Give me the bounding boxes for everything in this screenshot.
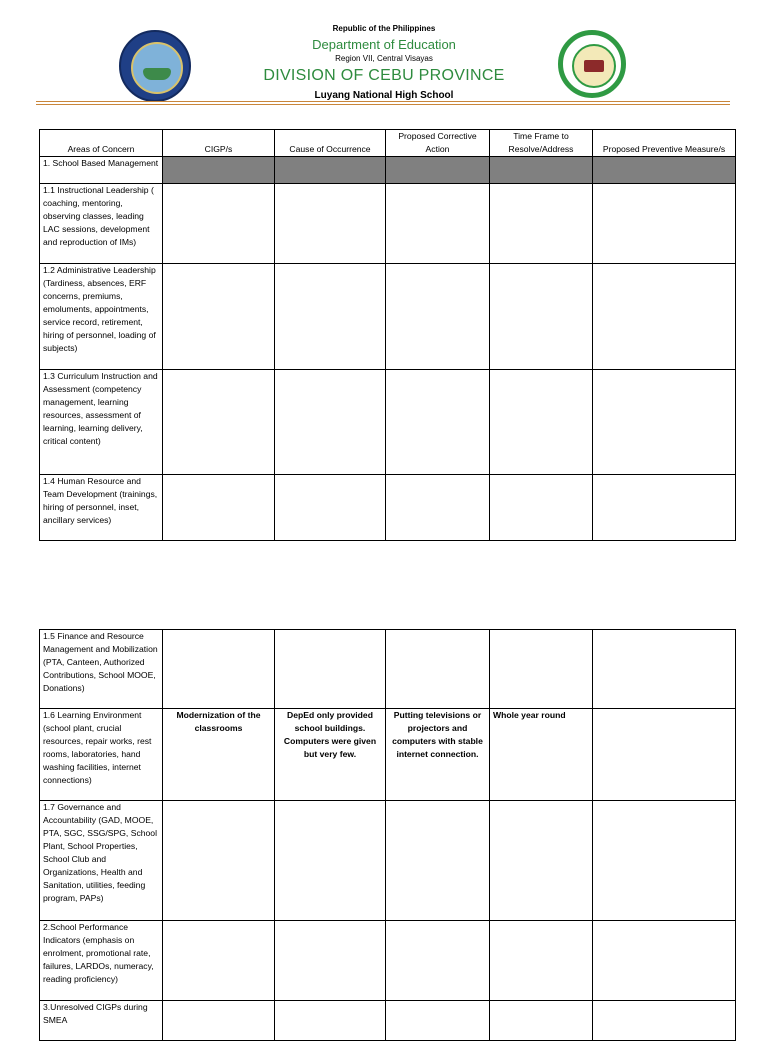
cigp-cell [163, 475, 275, 541]
measure-cell [593, 1001, 736, 1041]
cigp-cell [163, 370, 275, 475]
measure-cell [593, 709, 736, 801]
cause-cell [275, 184, 386, 264]
action-cell: Putting televisions or projectors and computers with stable internet connection. [386, 709, 490, 801]
col-header-timeframe: Time Frame to Resolve/Address [490, 130, 593, 157]
cigp-cell: Modernization of the classrooms [163, 709, 275, 801]
table-row [40, 264, 736, 370]
timeframe-cell [490, 475, 593, 541]
cigp-cell [163, 921, 275, 1001]
cause-cell [275, 1001, 386, 1041]
action-cell [386, 921, 490, 1001]
area-cell: 3.Unresolved CIGPs during SMEA [40, 1001, 163, 1041]
concerns-table-page2 [39, 629, 736, 1041]
area-cell: 1.3 Curriculum Instruction and Assessment (competency management, learning resources, assessment of learning, learning delivery, critical content) [40, 370, 163, 475]
action-cell [386, 157, 490, 184]
table-row [40, 184, 736, 264]
table-row [40, 370, 736, 475]
table-row [40, 1001, 736, 1041]
col-header-action: Proposed Corrective Action [386, 130, 490, 157]
area-cell: 1.4 Human Resource and Team Development (trainings, hiring of personnel, inset, ancillary services) [40, 475, 163, 541]
action-cell [386, 475, 490, 541]
area-cell: 1.1 Instructional Leadership ( coaching, mentoring, observing classes, leading LAC sessions, development and reproduction of IMs) [40, 184, 163, 264]
area-cell: 1.6 Learning Environment (school plant, crucial resources, repair works, rest rooms, laboratories, hand washing facilities, internet connections) [40, 709, 163, 801]
timeframe-cell [490, 184, 593, 264]
cigp-cell [163, 1001, 275, 1041]
measure-cell [593, 157, 736, 184]
timeframe-cell [490, 921, 593, 1001]
division-title: DIVISION OF CEBU PROVINCE [263, 67, 505, 84]
cause-cell [275, 370, 386, 475]
measure-cell [593, 801, 736, 921]
cigp-cell [163, 157, 275, 184]
measure-cell [593, 921, 736, 1001]
cause-cell [275, 264, 386, 370]
cigp-cell [163, 184, 275, 264]
timeframe-cell [490, 370, 593, 475]
republic-line: Republic of the Philippines [332, 24, 436, 33]
area-cell: 1. School Based Management [40, 157, 163, 184]
concerns-table-page1 [39, 129, 736, 541]
table-row [40, 475, 736, 541]
timeframe-cell [490, 801, 593, 921]
measure-cell [593, 630, 736, 709]
col-header-cause: Cause of Occurrence [275, 130, 386, 157]
header-rule [36, 104, 730, 105]
action-cell [386, 630, 490, 709]
area-cell: 1.5 Finance and Resource Management and Mobilization (PTA, Canteen, Authorized Contributions, School MOOE, Donations) [40, 630, 163, 709]
region-line: Region VII, Central Visayas [335, 54, 433, 63]
area-cell: 1.7 Governance and Accountability (GAD, MOOE, PTA, SGC, SSG/SPG, School Plant, School Properties, School Club and Organizations, Health and Sanitation, utilities, feeding program, PAPs) [40, 801, 163, 921]
col-header-measures: Proposed Preventive Measure/s [593, 130, 736, 157]
school-name: Luyang National High School [314, 90, 454, 101]
table-row [40, 801, 736, 921]
action-cell [386, 184, 490, 264]
col-header-areas: Areas of Concern [40, 130, 163, 157]
timeframe-cell: Whole year round [490, 709, 593, 801]
timeframe-cell [490, 1001, 593, 1041]
table-row [40, 157, 736, 184]
cause-cell [275, 630, 386, 709]
cause-cell [275, 475, 386, 541]
cause-cell [275, 801, 386, 921]
cause-cell [275, 157, 386, 184]
timeframe-cell [490, 264, 593, 370]
measure-cell [593, 475, 736, 541]
measure-cell [593, 370, 736, 475]
cigp-cell [163, 801, 275, 921]
area-cell: 2.School Performance Indicators (emphasis on enrolment, promotional rate, failures, LARDOs, numeracy, reading proficiency) [40, 921, 163, 1001]
cigp-cell [163, 264, 275, 370]
timeframe-cell [490, 157, 593, 184]
table-row [40, 921, 736, 1001]
cause-cell [275, 921, 386, 1001]
area-cell: 1.2 Administrative Leadership (Tardiness, absences, ERF concerns, premiums, emoluments, appointments, service record, retirement, hiring of personnel, loading of subjects) [40, 264, 163, 370]
measure-cell [593, 264, 736, 370]
cause-cell: DepEd only provided school buildings. Computers were given but very few. [275, 709, 386, 801]
action-cell [386, 1001, 490, 1041]
table-row [40, 709, 736, 801]
timeframe-cell [490, 630, 593, 709]
action-cell [386, 264, 490, 370]
col-header-cigp: CIGP/s [163, 130, 275, 157]
action-cell [386, 370, 490, 475]
cigp-cell [163, 630, 275, 709]
table-row [40, 630, 736, 709]
measure-cell [593, 184, 736, 264]
header-rule [36, 101, 730, 102]
action-cell [386, 801, 490, 921]
department-line: Department of Education [312, 37, 456, 52]
